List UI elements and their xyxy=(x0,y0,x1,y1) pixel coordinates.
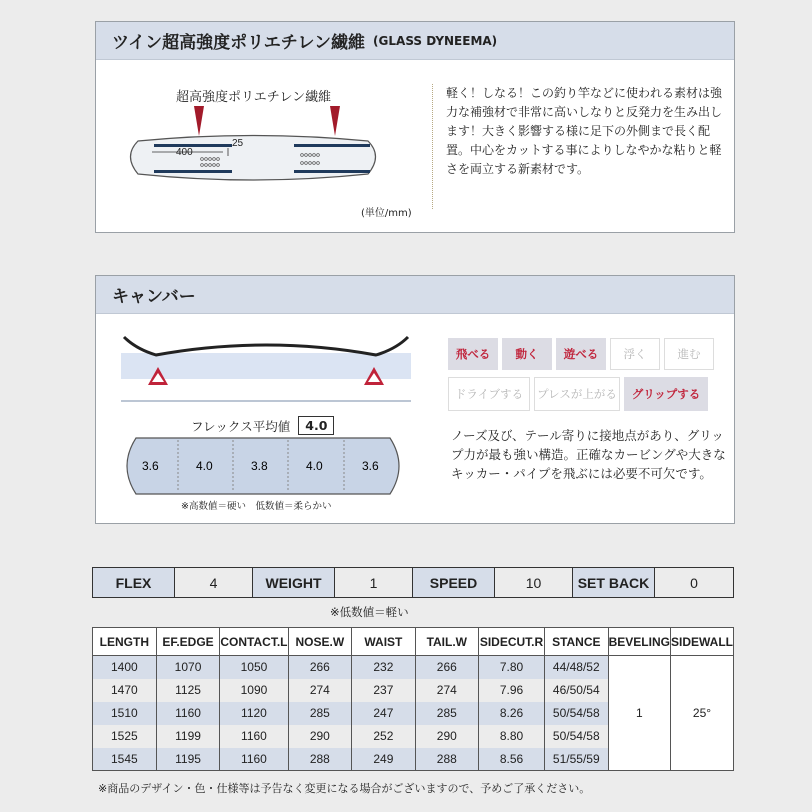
table-cell: 232 xyxy=(352,656,415,679)
table-cell: 1195 xyxy=(156,748,220,771)
table-cell: 1160 xyxy=(220,725,288,748)
column-header: CONTACT.L xyxy=(220,628,288,656)
table-row xyxy=(93,656,734,679)
table-cell: 266 xyxy=(415,656,478,679)
feature-tag: 遊べる xyxy=(556,338,606,370)
camber-description: ノーズ及び、テール寄りに接地点があり、グリップ力が最も強い構造。正確なカービングや大きなキッカー・パイプを飛ぶには必要不可欠です。 xyxy=(451,428,726,481)
feature-tags-row2 xyxy=(448,377,708,411)
table-cell: 288 xyxy=(288,748,352,771)
footnote: ※商品のデザイン・色・仕様等は予告なく変更になる場合がございますので、予めご了承ください。 xyxy=(98,782,591,795)
table-cell: 274 xyxy=(288,679,352,702)
panel-header xyxy=(96,276,734,314)
flex-zone-value: 3.8 xyxy=(251,459,268,473)
section-subtitle: (GLASS DYNEEMA) xyxy=(373,33,498,48)
table-cell: 7.80 xyxy=(479,656,545,679)
dyneema-marker-left xyxy=(194,106,204,136)
table-cell: 8.56 xyxy=(479,748,545,771)
table-cell: 252 xyxy=(352,725,415,748)
table-cell: 1199 xyxy=(156,725,220,748)
sidewall-value: 25° xyxy=(671,656,734,771)
camber-profile-diagram xyxy=(116,331,416,411)
table-cell: 249 xyxy=(352,748,415,771)
table-cell: 1120 xyxy=(220,702,288,725)
table-cell: 1125 xyxy=(156,679,220,702)
dim-width-label: 25 xyxy=(232,138,244,149)
table-cell: 237 xyxy=(352,679,415,702)
flex-zone-value: 4.0 xyxy=(306,459,323,473)
feature-tag: 浮く xyxy=(610,338,660,370)
column-header: STANCE xyxy=(544,628,608,656)
table-cell: 1070 xyxy=(156,656,220,679)
board-top-diagram xyxy=(118,106,388,206)
table-cell: 44/48/52 xyxy=(544,656,608,679)
table-cell: 247 xyxy=(352,702,415,725)
table-cell: 285 xyxy=(288,702,352,725)
unit-label: (単位/mm) xyxy=(361,208,412,219)
table-cell: 8.26 xyxy=(479,702,545,725)
rating-value: 1 xyxy=(335,568,413,598)
rating-note: ※低数値＝軽い xyxy=(330,605,409,619)
table-cell: 46/50/54 xyxy=(544,679,608,702)
flex-note: ※高数値＝硬い 低数値＝柔らかい xyxy=(181,501,332,512)
table-cell: 1470 xyxy=(93,679,157,702)
table-cell: 51/55/59 xyxy=(544,748,608,771)
table-cell: 1525 xyxy=(93,725,157,748)
table-cell: 50/54/58 xyxy=(544,725,608,748)
feature-tag: 進む xyxy=(664,338,714,370)
feature-tag: 飛べる xyxy=(448,338,498,370)
dyneema-marker-right xyxy=(330,106,340,136)
column-header: WAIST xyxy=(352,628,415,656)
rating-value: 4 xyxy=(175,568,253,598)
flex-zone-diagram xyxy=(118,436,408,496)
table-cell: 1400 xyxy=(93,656,157,679)
feature-tag: 動く xyxy=(502,338,552,370)
feature-tags-row1 xyxy=(448,338,718,370)
rating-key: SPEED xyxy=(413,568,495,598)
table-cell: 1545 xyxy=(93,748,157,771)
spec-header-row xyxy=(93,628,734,656)
table-cell: 1510 xyxy=(93,702,157,725)
table-cell: 1160 xyxy=(220,748,288,771)
feature-tag: プレスが上がる xyxy=(534,377,620,411)
table-cell: 290 xyxy=(415,725,478,748)
flex-zone-value: 3.6 xyxy=(362,459,379,473)
beveling-value: 1 xyxy=(608,656,670,771)
table-cell: 288 xyxy=(415,748,478,771)
ratings-table xyxy=(92,567,734,598)
rating-value: 0 xyxy=(655,568,734,598)
feature-tag: グリップする xyxy=(624,377,708,411)
section-title: キャンバー xyxy=(112,287,196,307)
flex-average xyxy=(191,416,334,435)
column-header: BEVELING xyxy=(608,628,670,656)
table-cell: 1090 xyxy=(220,679,288,702)
table-cell: 7.96 xyxy=(479,679,545,702)
dim-length-label: 400 xyxy=(176,147,193,158)
divider xyxy=(432,84,433,209)
column-header: NOSE.W xyxy=(288,628,352,656)
column-header: EF.EDGE xyxy=(156,628,220,656)
flex-zone-value: 3.6 xyxy=(142,459,159,473)
table-cell: 1160 xyxy=(156,702,220,725)
flex-average-label: フレックス平均値 xyxy=(191,418,291,434)
dyneema-description: 軽く！しなる！この釣り竿などに使われる素材は強力な補強材で非常に高いしなりと反発力を生み出します！大きく影響する様に足下の外側まで長く配置。中心をカットする事によりしなやかな粘りと軽さを両立する新素材です。 xyxy=(446,86,723,176)
table-cell: 285 xyxy=(415,702,478,725)
column-header: SIDECUT.R xyxy=(479,628,545,656)
column-header: SIDEWALL xyxy=(671,628,734,656)
rating-value: 10 xyxy=(495,568,573,598)
table-cell: 266 xyxy=(288,656,352,679)
glass-dyneema-panel xyxy=(95,21,735,233)
section-title: ツイン超高強度ポリエチレン繊維 xyxy=(112,33,366,53)
rating-key: SET BACK xyxy=(573,568,655,598)
column-header: LENGTH xyxy=(93,628,157,656)
table-cell: 274 xyxy=(415,679,478,702)
table-cell: 50/54/58 xyxy=(544,702,608,725)
rating-key: FLEX xyxy=(93,568,175,598)
feature-tag: ドライブする xyxy=(448,377,530,411)
flex-zone-value: 4.0 xyxy=(196,459,213,473)
panel-header xyxy=(96,22,734,60)
rating-key: WEIGHT xyxy=(253,568,335,598)
board-diagram-title: 超高強度ポリエチレン繊維 xyxy=(176,90,332,105)
table-cell: 290 xyxy=(288,725,352,748)
table-cell: 8.80 xyxy=(479,725,545,748)
spec-table xyxy=(92,627,734,771)
flex-average-value: 4.0 xyxy=(298,416,334,435)
table-cell: 1050 xyxy=(220,656,288,679)
camber-panel xyxy=(95,275,735,524)
column-header: TAIL.W xyxy=(415,628,478,656)
